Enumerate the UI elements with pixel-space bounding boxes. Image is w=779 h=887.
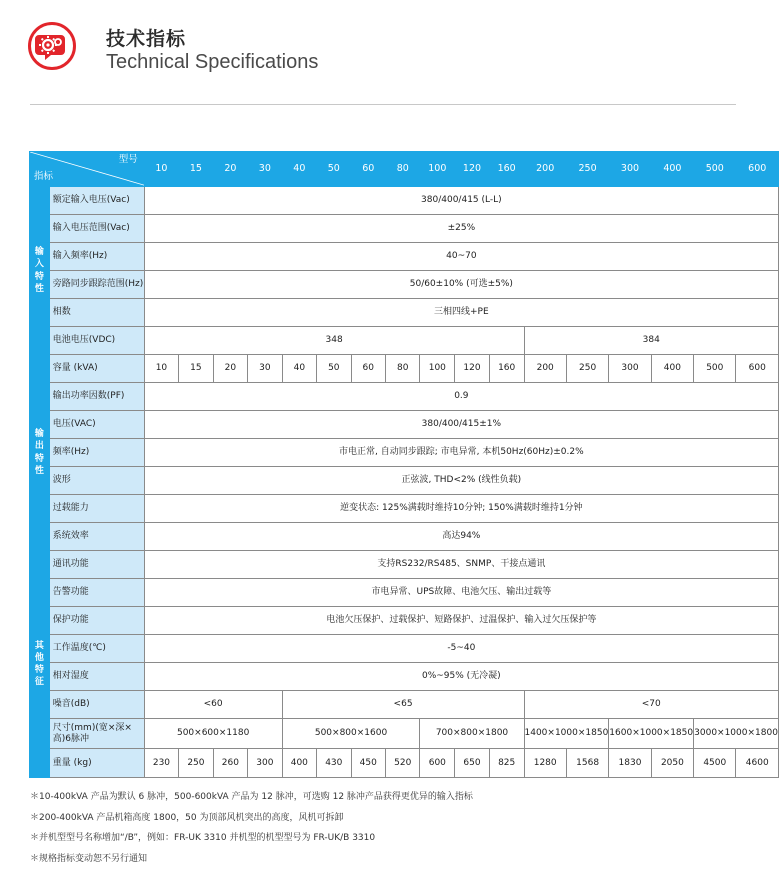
model-header: 20: [213, 152, 247, 187]
group-other: 其他特征: [30, 551, 50, 778]
capacity-cell: 120: [455, 355, 490, 383]
model-header: 120: [455, 152, 490, 187]
table-row: [30, 411, 779, 439]
row-value: <65: [282, 691, 524, 719]
weight-cell: 1568: [566, 749, 608, 778]
table-row: [30, 523, 779, 551]
weight-cell: 520: [386, 749, 420, 778]
table-row: [30, 467, 779, 495]
model-header: 30: [248, 152, 282, 187]
capacity-cell: 15: [179, 355, 213, 383]
row-label: 频率(Hz): [49, 439, 144, 467]
model-header: 60: [351, 152, 385, 187]
row-value: 384: [524, 327, 779, 355]
capacity-cell: 200: [524, 355, 566, 383]
weight-cell: 650: [455, 749, 490, 778]
table-row: [30, 215, 779, 243]
row-label: 系统效率: [49, 523, 144, 551]
weight-cell: 230: [144, 749, 178, 778]
row-value: -5~40: [144, 635, 778, 663]
row-value: 40~70: [144, 243, 778, 271]
row-value: 348: [144, 327, 524, 355]
row-label: 过载能力: [49, 495, 144, 523]
row-value: 700×800×1800: [420, 719, 524, 749]
row-label: 通讯功能: [49, 551, 144, 579]
row-label: 相数: [49, 299, 144, 327]
model-header: 160: [489, 152, 524, 187]
row-value: <70: [524, 691, 779, 719]
footnote: ＊10-400kVA 产品为默认 6 脉冲，500-600kVA 产品为 12 脉冲，可选购 12 脉冲产品获得更优异的输入指标: [30, 792, 473, 802]
table-row: [30, 495, 779, 523]
capacity-cell: 40: [282, 355, 316, 383]
model-header: 300: [609, 152, 651, 187]
weight-cell: 300: [248, 749, 282, 778]
row-label: 电压(VAC): [49, 411, 144, 439]
model-header: 100: [420, 152, 455, 187]
row-label: 保护功能: [49, 607, 144, 635]
table-row: [30, 439, 779, 467]
footnote: ＊200-400kVA 产品机箱高度 1800，50 为顶部风机突出的高度，风机可拆卸: [30, 812, 344, 823]
page-title-en: Technical Specifications: [106, 51, 319, 73]
model-header-row: [30, 152, 779, 187]
table-row: [30, 299, 779, 327]
footnote: ＊规格指标变动恕不另行通知: [30, 853, 148, 864]
row-value: 高达94%: [144, 523, 778, 551]
row-label: 重量 (kg): [49, 749, 144, 778]
table-row: [30, 719, 779, 749]
table-row: [30, 327, 779, 355]
corner-index-label: 指标: [34, 171, 54, 183]
row-value: 50/60±10% (可选±5%): [144, 271, 778, 299]
row-value: 380/400/415 (L-L): [144, 187, 778, 215]
footnote: ＊并机型型号名称增加“/B”，例如：FR-UK 3310 并机型的机型型号为 FR-UK/B 3310: [30, 833, 376, 843]
row-value: 0%~95% (无冷凝): [144, 663, 778, 691]
weight-cell: 4500: [694, 749, 736, 778]
weight-cell: 825: [489, 749, 524, 778]
weight-cell: 260: [213, 749, 247, 778]
row-value: 380/400/415±1%: [144, 411, 778, 439]
gear-settings-icon: [27, 21, 77, 71]
table-row: [30, 635, 779, 663]
weight-cell: 2050: [651, 749, 693, 778]
table-row: [30, 355, 779, 383]
row-value: 支持RS232/RS485、SNMP、干接点通讯: [144, 551, 778, 579]
capacity-cell: 30: [248, 355, 282, 383]
table-row: [30, 749, 779, 778]
model-header: 10: [144, 152, 178, 187]
capacity-cell: 10: [144, 355, 178, 383]
capacity-cell: 600: [736, 355, 779, 383]
weight-cell: 250: [179, 749, 213, 778]
row-label: 额定输入电压(Vac): [49, 187, 144, 215]
row-value: 电池欠压保护、过载保护、短路保护、过温保护、输入过欠压保护等: [144, 607, 778, 635]
row-label: 输出功率因数(PF): [49, 383, 144, 411]
row-value: 500×600×1180: [144, 719, 282, 749]
model-header: 50: [317, 152, 351, 187]
row-value: 市电正常, 自动同步跟踪; 市电异常, 本机50Hz(60Hz)±0.2%: [144, 439, 778, 467]
row-label: 波形: [49, 467, 144, 495]
weight-cell: 430: [317, 749, 351, 778]
capacity-cell: 300: [609, 355, 651, 383]
row-value: 三相四线+PE: [144, 299, 778, 327]
row-value: ±25%: [144, 215, 778, 243]
group-output: 输出特性: [30, 355, 50, 551]
capacity-cell: 500: [694, 355, 736, 383]
weight-cell: 1280: [524, 749, 566, 778]
model-header: 80: [386, 152, 420, 187]
weight-cell: 400: [282, 749, 316, 778]
capacity-cell: 100: [420, 355, 455, 383]
weight-cell: 4600: [736, 749, 779, 778]
row-value: 0.9: [144, 383, 778, 411]
row-value: 逆变状态: 125%满载时维持10分钟; 150%满载时维持1分钟: [144, 495, 778, 523]
page-title-cn: 技术指标: [106, 28, 187, 50]
group-input: 输入特性: [30, 187, 50, 355]
model-header: 600: [736, 152, 779, 187]
row-value: 3000×1000×1800: [694, 719, 779, 749]
table-row: [30, 383, 779, 411]
row-value: 正弦波, THD<2% (线性负载): [144, 467, 778, 495]
row-value: 1400×1000×1850: [524, 719, 609, 749]
weight-cell: 1830: [609, 749, 651, 778]
row-label: 告警功能: [49, 579, 144, 607]
capacity-cell: 400: [651, 355, 693, 383]
weight-cell: 450: [351, 749, 385, 778]
capacity-cell: 80: [386, 355, 420, 383]
table-row: [30, 663, 779, 691]
table-row: [30, 691, 779, 719]
table-row: [30, 551, 779, 579]
table-row: [30, 579, 779, 607]
row-label: 输入频率(Hz): [49, 243, 144, 271]
row-label: 噪音(dB): [49, 691, 144, 719]
weight-cell: 600: [420, 749, 455, 778]
capacity-cell: 250: [566, 355, 608, 383]
model-header: 250: [566, 152, 608, 187]
row-value: 1600×1000×1850: [609, 719, 694, 749]
corner-model-label: 型号: [118, 154, 138, 165]
row-label: 尺寸(mm)(宽×深×高)6脉冲: [49, 719, 144, 749]
model-header: 200: [524, 152, 566, 187]
row-label: 电池电压(VDC): [49, 327, 144, 355]
row-label: 相对湿度: [49, 663, 144, 691]
row-label: 容量 (kVA): [49, 355, 144, 383]
spec-table: [29, 151, 779, 778]
model-header: 400: [651, 152, 693, 187]
header-divider: [30, 104, 736, 105]
row-label: 工作温度(℃): [49, 635, 144, 663]
capacity-cell: 20: [213, 355, 247, 383]
row-value: 500×800×1600: [282, 719, 420, 749]
row-value: 市电异常、UPS故障、电池欠压、输出过载等: [144, 579, 778, 607]
capacity-cell: 60: [351, 355, 385, 383]
table-row: [30, 243, 779, 271]
capacity-cell: 160: [489, 355, 524, 383]
table-row: [30, 607, 779, 635]
model-header: 500: [694, 152, 736, 187]
model-header: 40: [282, 152, 316, 187]
corner-cell: [30, 152, 145, 187]
model-header: 15: [179, 152, 213, 187]
row-value: <60: [144, 691, 282, 719]
row-label: 输入电压范围(Vac): [49, 215, 144, 243]
table-row: [30, 187, 779, 215]
table-row: [30, 271, 779, 299]
row-label: 旁路同步跟踪范围(Hz): [49, 271, 144, 299]
capacity-cell: 50: [317, 355, 351, 383]
footnotes: [30, 790, 473, 872]
